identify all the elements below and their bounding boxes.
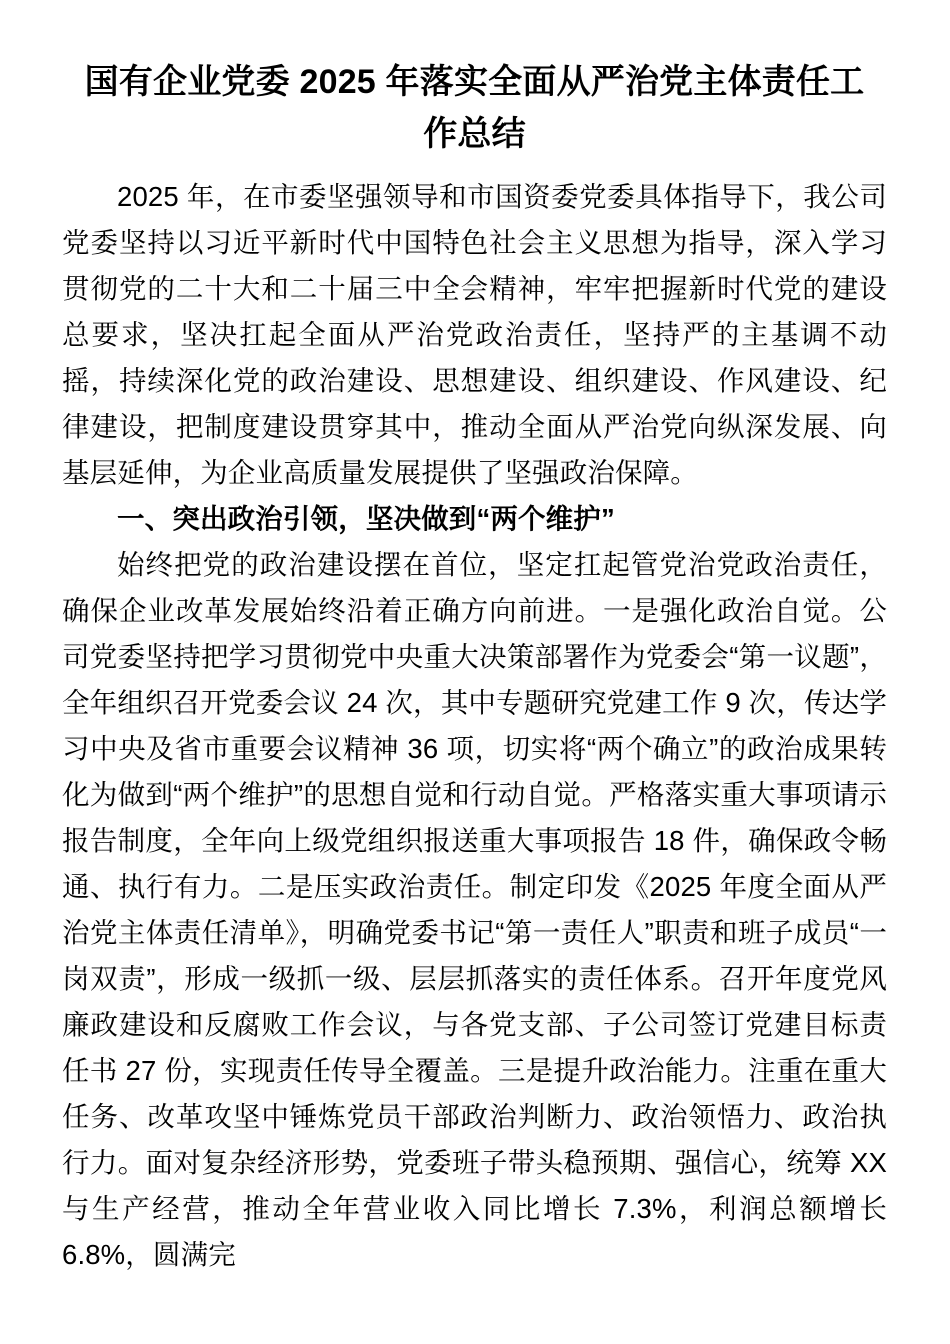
section-1-body-paragraph: 始终把党的政治建设摆在首位，坚定扛起管党治党政治责任，确保企业改革发展始终沿着正确方向前进。一是强化政治自觉。公司党委坚持把学习贯彻党中央重大决策部署作为党委会“第一议题”，全年组织召开党委会议 24 次，其中专题研究党建工作 9 次，传达学习中央及省市重要会议精神 36 项，切实将“两个确立”的政治成果转化为做到“两个维护”的思想自觉和行动自觉。严格落实重大事项请示报告制度，全年向上级党组织报送重大事项报告 18 件，确保政令畅通、执行有力。二是压实政治责任。制定印发《2025 年度全面从严治党主体责任清单》，明确党委书记“第一责任人”职责和班子成员“一岗双责”，形成一级抓一级、层层抓落实的责任体系。召开年度党风廉政建设和反腐败工作会议，与各党支部、子公司签订党建目标责任书 27 份，实现责任传导全覆盖。三是提升政治能力。注重在重大任务、改革攻坚中锤炼党员干部政治判断力、政治领悟力、政治执行力。面对复杂经济形势，党委班子带头稳预期、强信心，统筹 XX 与生产经营，推动全年营业收入同比增长 7.3%，利润总额增长 6.8%，圆满完 — [62, 549, 887, 1270]
intro-paragraph: 2025 年，在市委坚强领导和市国资委党委具体指导下，我公司党委坚持以习近平新时代中国特色社会主义思想为指导，深入学习贯彻党的二十大和二十届三中全会精神，牢牢把握新时代党的建设总要求，坚决扛起全面从严治党政治责任，坚持严的主基调不动摇，持续深化党的政治建设、思想建设、组织建设、作风建设、纪律建设，把制度建设贯穿其中，推动全面从严治党向纵深发展、向基层延伸，为企业高质量发展提供了坚强政治保障。 — [62, 181, 887, 488]
section-heading-1: 一、突出政治引领，坚决做到“两个维护” — [117, 503, 615, 534]
page-title: 国有企业党委 2025 年落实全面从严治党主体责任工作总结 — [84, 63, 865, 153]
document-body — [62, 174, 887, 1278]
